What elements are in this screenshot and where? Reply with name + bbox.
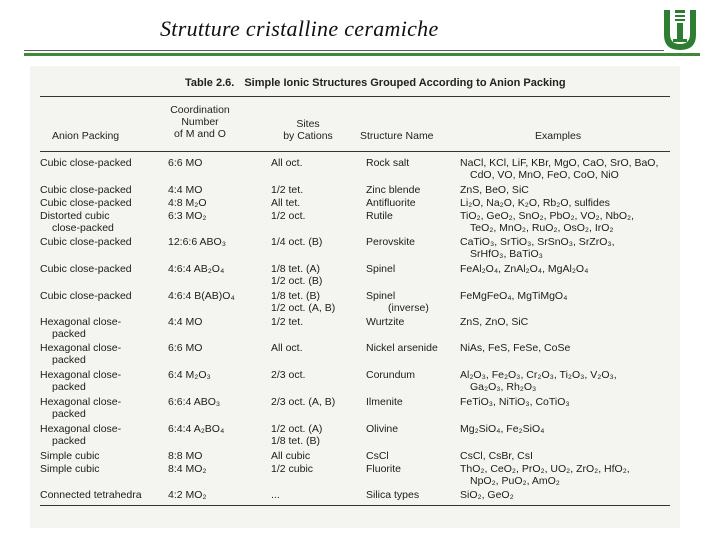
cell-structure-name: Corundum bbox=[366, 369, 416, 381]
table-label: Table 2.6. bbox=[185, 77, 235, 89]
cell-sites: 1/8 tet. (A) bbox=[271, 263, 321, 275]
cell-structure-name: Rutile bbox=[366, 210, 393, 222]
cell-anion-packing: Connected tetrahedra bbox=[40, 489, 142, 501]
table-bottom-rule bbox=[40, 505, 670, 506]
cell-coordination: 12:6:6 ABO₃ bbox=[168, 236, 226, 248]
cell-coordination: 4:8 M₂O bbox=[168, 197, 207, 209]
university-logo-icon bbox=[660, 8, 700, 52]
header-coord-line: of M and O bbox=[174, 128, 226, 140]
cell-examples: Ga₂O₃, Rh₂O₃ bbox=[470, 381, 537, 393]
cell-anion-packing: Hexagonal close- bbox=[40, 316, 122, 328]
cell-sites: 1/2 oct. (B) bbox=[271, 275, 323, 287]
header-sites bbox=[278, 118, 338, 142]
cell-sites: 1/8 tet. (B) bbox=[271, 435, 321, 447]
cell-structure-name: Rock salt bbox=[366, 157, 410, 169]
header-sites-line: Sites bbox=[296, 118, 320, 130]
cell-coordination: 8:8 MO bbox=[168, 450, 203, 462]
cell-examples: Al₂O₃, Fe₂O₃, Cr₂O₃, Ti₂O₃, V₂O₃, bbox=[460, 369, 617, 381]
cell-structure-name: Perovskite bbox=[366, 236, 416, 248]
cell-examples: CaTiO₃, SrTiO₃, SrSnO₃, SrZrO₃, bbox=[460, 236, 615, 248]
cell-anion-packing: Cubic close-packed bbox=[40, 263, 132, 275]
header-coord-line: Coordination bbox=[170, 104, 230, 116]
cell-structure-name: Silica types bbox=[366, 489, 420, 501]
cell-sites: 1/4 oct. (B) bbox=[271, 236, 323, 248]
cell-anion-packing: Cubic close-packed bbox=[40, 290, 132, 302]
cell-sites: ... bbox=[271, 489, 280, 501]
cell-sites: 2/3 oct. bbox=[271, 369, 306, 381]
cell-examples: Li₂O, Na₂O, K₂O, Rb₂O, sulfides bbox=[460, 197, 610, 209]
cell-coordination: 4:4 MO bbox=[168, 316, 203, 328]
cell-examples: SiO₂, GeO₂ bbox=[460, 489, 514, 501]
cell-examples: FeAl₂O₄, ZnAl₂O₄, MgAl₂O₄ bbox=[460, 263, 589, 275]
cell-structure-name: Antifluorite bbox=[366, 197, 416, 209]
cell-coordination: 4:4 MO bbox=[168, 184, 203, 196]
cell-coordination: 6:6 MO bbox=[168, 157, 203, 169]
cell-anion-packing: Distorted cubic bbox=[40, 210, 110, 222]
title-divider bbox=[24, 50, 664, 51]
cell-coordination: 6:4:4 A₂BO₄ bbox=[168, 423, 225, 435]
cell-structure-name: Spinel bbox=[366, 263, 396, 275]
cell-sites: All oct. bbox=[271, 157, 303, 169]
cell-examples: TeO₂, MnO₂, RuO₂, OsO₂, IrO₂ bbox=[470, 222, 614, 234]
cell-anion-packing: Hexagonal close- bbox=[40, 423, 122, 435]
cell-examples: FeTiO₃, NiTiO₃, CoTiO₃ bbox=[460, 396, 570, 408]
cell-examples: ZnS, BeO, SiC bbox=[460, 184, 529, 196]
header-coord-line: Number bbox=[181, 116, 219, 128]
cell-examples: NaCl, KCl, LiF, KBr, MgO, CaO, SrO, BaO, bbox=[460, 157, 659, 169]
cell-anion-packing: Cubic close-packed bbox=[40, 236, 132, 248]
cell-anion-packing: packed bbox=[52, 354, 86, 366]
table-caption bbox=[185, 77, 576, 89]
cell-structure-name: CsCl bbox=[366, 450, 389, 462]
cell-examples: ThO₂, CeO₂, PrO₂, UO₂, ZrO₂, HfO₂, bbox=[460, 463, 630, 475]
table-header-rule bbox=[40, 151, 670, 152]
cell-sites: 1/2 oct. (A, B) bbox=[271, 302, 336, 314]
header-sites-line: by Cations bbox=[283, 130, 333, 142]
cell-examples: ZnS, ZnO, SiC bbox=[460, 316, 529, 328]
table-caption-text: Simple Ionic Structures Grouped According to Anion Packing bbox=[244, 77, 566, 89]
cell-coordination: 6:4 M₂O₃ bbox=[168, 369, 211, 381]
cell-anion-packing: Cubic close-packed bbox=[40, 197, 132, 209]
cell-examples: Mg₂SiO₄, Fe₂SiO₄ bbox=[460, 423, 545, 435]
header-structure-name: Structure Name bbox=[360, 130, 434, 142]
header-anion-packing: Anion Packing bbox=[52, 130, 120, 142]
cell-coordination: 4:6:4 AB₂O₄ bbox=[168, 263, 225, 275]
cell-examples: CdO, VO, MnO, FeO, CoO, NiO bbox=[470, 169, 619, 181]
cell-sites: 2/3 oct. (A, B) bbox=[271, 396, 336, 408]
cell-examples: TiO₂, GeO₂, SnO₂, PbO₂, VO₂, NbO₂, bbox=[460, 210, 635, 222]
slide-title: Strutture cristalline ceramiche bbox=[160, 16, 439, 41]
cell-anion-packing: Hexagonal close- bbox=[40, 342, 122, 354]
cell-sites: 1/2 oct. bbox=[271, 210, 306, 222]
cell-structure-name: Fluorite bbox=[366, 463, 402, 475]
cell-structure-name: Wurtzite bbox=[366, 316, 405, 328]
cell-examples: CsCl, CsBr, CsI bbox=[460, 450, 533, 462]
cell-sites: All tet. bbox=[271, 197, 301, 209]
cell-coordination: 6:6:4 ABO₃ bbox=[168, 396, 221, 408]
cell-examples: SrHfO₃, BaTiO₃ bbox=[470, 248, 543, 260]
cell-anion-packing: Cubic close-packed bbox=[40, 184, 132, 196]
cell-sites: 1/2 cubic bbox=[271, 463, 314, 475]
cell-anion-packing: Hexagonal close- bbox=[40, 369, 122, 381]
cell-anion-packing: packed bbox=[52, 435, 86, 447]
cell-examples: NiAs, FeS, FeSe, CoSe bbox=[460, 342, 571, 354]
cell-structure-name: Nickel arsenide bbox=[366, 342, 438, 354]
cell-structure-name: Olivine bbox=[366, 423, 399, 435]
cell-sites: All oct. bbox=[271, 342, 303, 354]
header-coordination bbox=[168, 104, 232, 140]
cell-examples: NpO₂, PuO₂, AmO₂ bbox=[470, 475, 560, 487]
cell-coordination: 6:3 MO₂ bbox=[168, 210, 207, 222]
cell-anion-packing: packed bbox=[52, 408, 86, 420]
cell-structure-name: Spinel bbox=[366, 290, 396, 302]
cell-examples: FeMgFeO₄, MgTiMgO₄ bbox=[460, 290, 568, 302]
cell-structure-name: Ilmenite bbox=[366, 396, 403, 408]
cell-sites: 1/8 tet. (B) bbox=[271, 290, 321, 302]
cell-anion-packing: Hexagonal close- bbox=[40, 396, 122, 408]
cell-structure-name: (inverse) bbox=[388, 302, 429, 314]
cell-anion-packing: packed bbox=[52, 328, 86, 340]
cell-sites: 1/2 tet. bbox=[271, 184, 304, 196]
cell-sites: 1/2 oct. (A) bbox=[271, 423, 323, 435]
cell-coordination: 4:6:4 B(AB)O₄ bbox=[168, 290, 235, 302]
cell-coordination: 6:6 MO bbox=[168, 342, 203, 354]
cell-anion-packing: packed bbox=[52, 381, 86, 393]
accent-divider bbox=[24, 53, 700, 56]
cell-coordination: 4:2 MO₂ bbox=[168, 489, 207, 501]
cell-anion-packing: Cubic close-packed bbox=[40, 157, 132, 169]
cell-structure-name: Zinc blende bbox=[366, 184, 421, 196]
table-top-rule bbox=[40, 96, 670, 97]
header-examples: Examples bbox=[535, 130, 582, 142]
cell-anion-packing: Simple cubic bbox=[40, 463, 100, 475]
cell-sites: 1/2 tet. bbox=[271, 316, 304, 328]
cell-coordination: 8:4 MO₂ bbox=[168, 463, 207, 475]
cell-anion-packing: Simple cubic bbox=[40, 450, 100, 462]
cell-anion-packing: close-packed bbox=[52, 222, 114, 234]
cell-sites: All cubic bbox=[271, 450, 311, 462]
